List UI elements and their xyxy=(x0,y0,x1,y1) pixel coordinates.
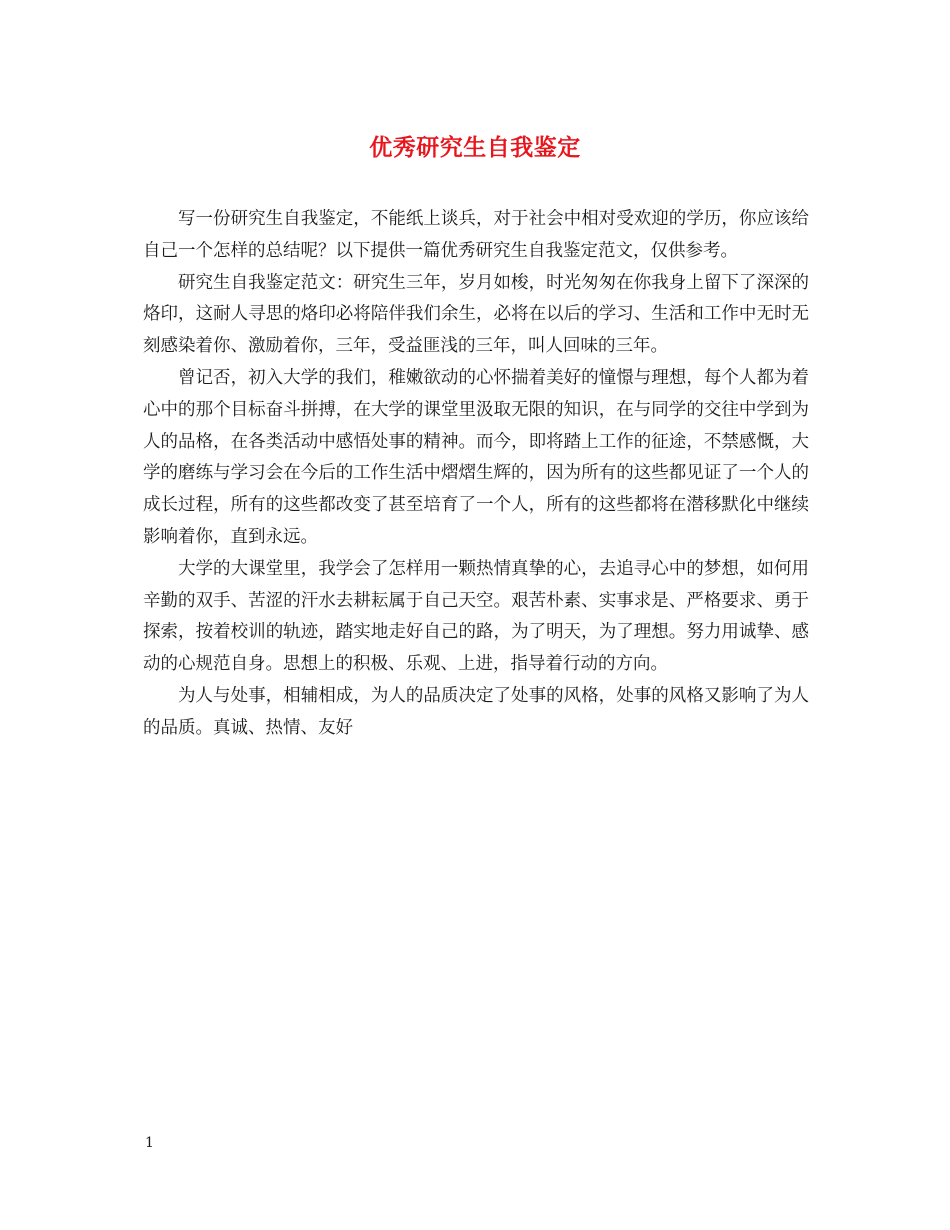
paragraph-university-memories: 曾记否，初入大学的我们，稚嫩欲动的心怀揣着美好的憧憬与理想，每个人都为着心中的那个目标奋斗拼搏，在大学的课堂里汲取无限的知识，在与同学的交往中学到为人的品格，在各类活动中感悟处事的精神。而今，即将踏上工作的征途，不禁感慨，大学的磨练与学习会在今后的工作生活中熠熠生辉的，因为所有的这些都见证了一个人的成长过程，所有的这些都改变了甚至培育了一个人，所有的这些都将在潜移默化中继续影响着你，直到永远。 xyxy=(143,367,809,547)
document-body xyxy=(143,204,809,745)
paragraph-intro: 写一份研究生自我鉴定，不能纸上谈兵，对于社会中相对受欢迎的学历，你应该给自己一个怎样的总结呢？以下提供一篇优秀研究生自我鉴定范文，仅供参考。 xyxy=(143,209,809,261)
page-number: 1 xyxy=(145,1135,154,1151)
paragraph-classroom-learning: 大学的大课堂里，我学会了怎样用一颗热情真挚的心，去追寻心中的梦想，如何用辛勤的双手、苦涩的汗水去耕耘属于自己天空。艰苦朴素、实事求是、严格要求、勇于探索，按着校训的轨迹，踏实地走好自己的路，为了明天，为了理想。努力用诚挚、感动的心规范自身。思想上的积极、乐观、上进，指导着行动的方向。 xyxy=(143,558,809,675)
paragraph-sample-opening: 研究生自我鉴定范文：研究生三年，岁月如梭，时光匆匆在你我身上留下了深深的烙印，这耐人寻思的烙印必将陪伴我们余生，必将在以后的学习、生活和工作中无时无刻感染着你、激励着你，三年，受益匪浅的三年，叫人回味的三年。 xyxy=(143,272,809,357)
document-title: 优秀研究生自我鉴定 xyxy=(369,134,581,161)
paragraph-character-conduct: 为人与处事，相辅相成，为人的品质决定了处事的风格，处事的风格又影响了为人的品质。真诚、热情、友好 xyxy=(143,685,809,738)
